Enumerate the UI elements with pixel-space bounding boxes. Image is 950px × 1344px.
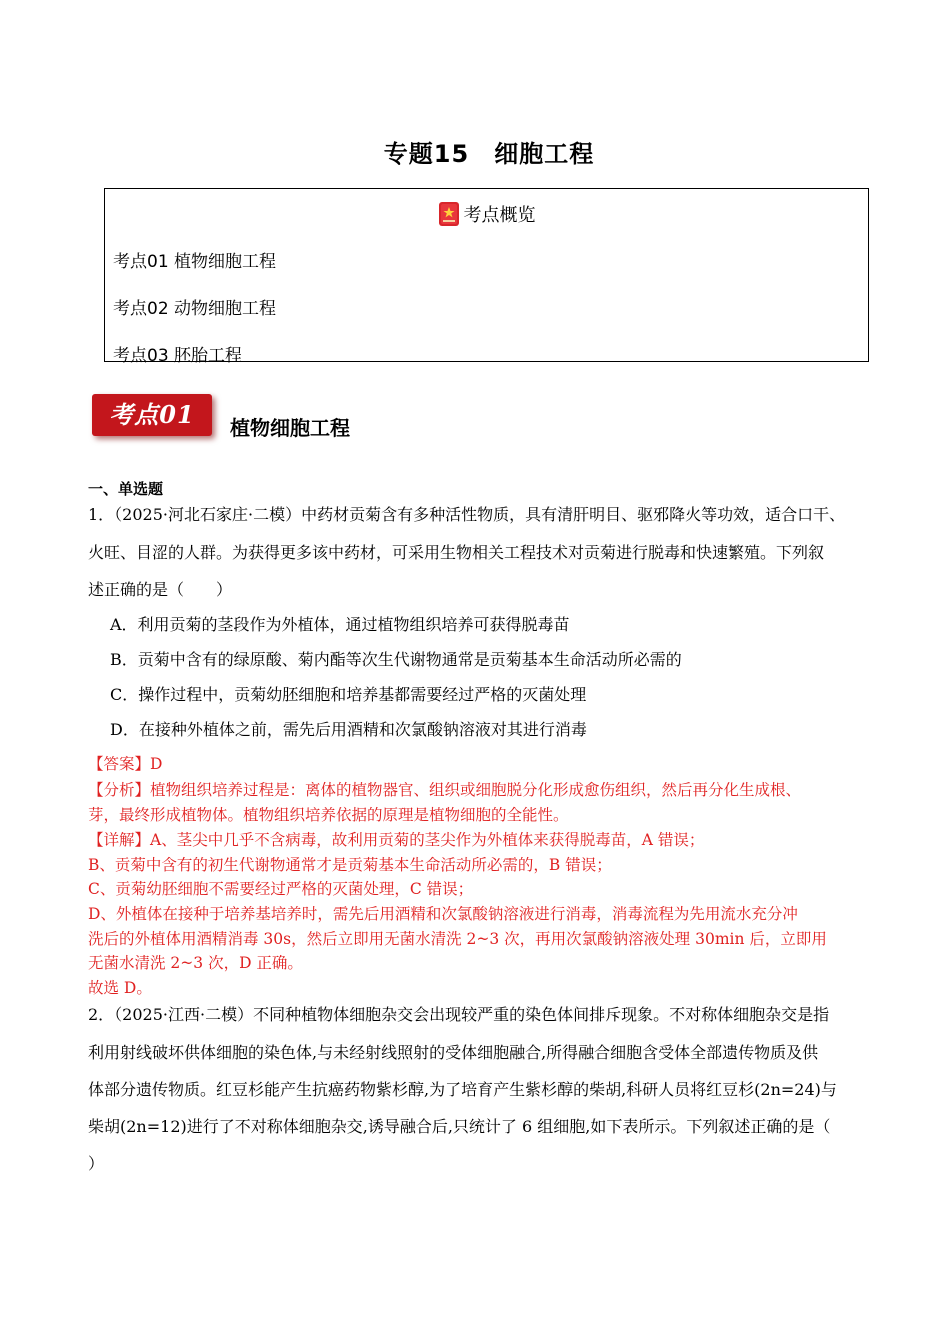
section-title: 植物细胞工程 <box>230 416 350 440</box>
question-text-line: 2．（2025·江西·二模）不同种植物体细胞杂交会出现较严重的染色体间排斥现象。不对称体细胞杂交是指 <box>88 1005 830 1024</box>
book-icon <box>438 201 460 232</box>
question-text-line: 述正确的是（ ） <box>88 580 233 599</box>
answer-line: 【答案】D <box>88 755 163 773</box>
question-type-heading: 一、单选题 <box>88 480 164 498</box>
detail-line: 洗后的外植体用酒精消毒 30s，然后立即用无菌水清洗 2~3 次，再用次氯酸钠溶液处理 30min 后，立即用 <box>88 930 827 948</box>
question-text-line: 1．（2025·河北石家庄·二模）中药材贡菊含有多种活性物质，具有清肝明目、驱邪降火等功效，适合口干、 <box>88 505 846 524</box>
option-a[interactable]: A．利用贡菊的茎段作为外植体，通过植物组织培养可获得脱毒苗 <box>110 615 570 634</box>
overview-heading-text: 考点概览 <box>463 205 536 226</box>
detail-line: D、外植体在接种于培养基培养时，需先后用酒精和次氯酸钠溶液进行消毒，消毒流程为先用流水充分冲 <box>88 905 798 923</box>
detail-line: B、贡菊中含有的初生代谢物通常才是贡菊基本生命活动所必需的，B 错误； <box>88 856 612 874</box>
overview-item[interactable]: 考点02 动物细胞工程 <box>113 299 277 319</box>
option-d[interactable]: D．在接种外植体之前，需先后用酒精和次氯酸钠溶液对其进行消毒 <box>110 720 587 739</box>
detail-line: 【详解】A、茎尖中几乎不含病毒，故利用贡菊的茎尖作为外植体来获得脱毒苗，A 错误； <box>88 831 705 849</box>
question-text-line: 体部分遗传物质。红豆杉能产生抗癌药物紫杉醇,为了培育产生紫杉醇的柴胡,科研人员将红豆杉(2n=24)与 <box>88 1080 837 1099</box>
overview-item[interactable]: 考点01 植物细胞工程 <box>113 252 277 272</box>
overview-heading <box>105 201 868 232</box>
analysis-line: 【分析】植物组织培养过程是：离体的植物器官、组织或细胞脱分化形成愈伤组织，然后再分化生成根、 <box>88 781 802 799</box>
overview-box <box>104 188 869 366</box>
detail-line: 无菌水清洗 2~3 次，D 正确。 <box>88 954 303 972</box>
question-text-line: 柴胡(2n=12)进行了不对称体细胞杂交,诱导融合后,只统计了 6 组细胞,如下表所示。下列叙述正确的是（ <box>88 1117 831 1136</box>
option-b[interactable]: B．贡菊中含有的绿原酸、菊内酯等次生代谢物通常是贡菊基本生命活动所必需的 <box>110 650 682 669</box>
overview-item[interactable]: 考点03 胚胎工程 <box>113 346 243 366</box>
question-text-line: 利用射线破坏供体细胞的染色体,与未经射线照射的受体细胞融合,所得融合细胞含受体全部遗传物质及供 <box>88 1043 819 1062</box>
question-text-line: 火旺、目涩的人群。为获得更多该中药材，可采用生物相关工程技术对贡菊进行脱毒和快速繁殖。下列叙 <box>88 543 825 562</box>
section-badge: 考点01 <box>92 394 212 436</box>
question-text-line: ） <box>88 1154 105 1173</box>
detail-line: C、贡菊幼胚细胞不需要经过严格的灭菌处理，C 错误； <box>88 880 474 898</box>
document-title: 专题15 细胞工程 <box>383 140 595 168</box>
analysis-line: 芽，最终形成植物体。植物组织培养依据的原理是植物细胞的全能性。 <box>88 806 569 824</box>
option-c[interactable]: C．操作过程中，贡菊幼胚细胞和培养基都需要经过严格的灭菌处理 <box>110 685 587 704</box>
conclusion-line: 故选 D。 <box>88 979 152 997</box>
